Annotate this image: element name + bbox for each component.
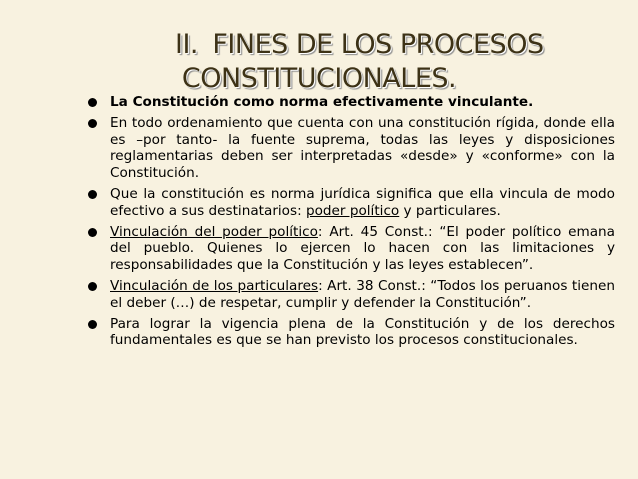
bullet-icon xyxy=(88,190,97,199)
list-item xyxy=(110,186,615,220)
list-item xyxy=(110,316,615,350)
list-item xyxy=(110,278,615,312)
underlined-term: Vinculación de los particulares xyxy=(110,277,319,294)
underlined-term: poder político xyxy=(305,202,400,219)
item-text: La Constitución como norma efectivamente vinculante. xyxy=(110,94,534,110)
item-text: : Art. 38 Const.: “Todos los peruanos tienen el deber (…) de respetar, cumplir y defender la Constitución”. xyxy=(110,277,615,311)
title-line-2: CONSTITUCIONALES. xyxy=(181,63,457,94)
bullet-icon xyxy=(88,119,97,128)
item-text: Para lograr la vigencia plena de la Constitución y de los derechos fundamentales es que se han previsto los procesos constitucionales. xyxy=(110,315,615,349)
title-line-1 xyxy=(0,28,638,62)
bullet-icon xyxy=(88,228,97,237)
list-item xyxy=(110,94,615,111)
title-text-1: FINES DE LOS PROCESOS xyxy=(212,29,544,60)
list-item xyxy=(110,115,615,182)
item-text: : Art. 45 Const.: “El poder político emana del pueblo. Quienes lo ejercen lo hacen con las limitaciones y responsabilidades que la Constitución y las leyes establecen”. xyxy=(110,223,615,274)
title-number: II. xyxy=(175,29,199,60)
bullet-icon xyxy=(88,320,97,329)
slide-title xyxy=(0,28,638,96)
bullet-icon xyxy=(88,98,97,107)
list-item xyxy=(110,224,615,274)
underlined-term: Vinculación del poder político xyxy=(110,223,318,240)
bullet-icon xyxy=(88,282,97,291)
item-text: Que la constitución es norma jurídica significa que ella vincula de modo efectivo a sus destinatarios: xyxy=(110,185,615,219)
item-text: y particulares. xyxy=(399,202,501,219)
item-text: En todo ordenamiento que cuenta con una constitución rígida, donde ella es –por tanto- la fuente suprema, todas las leyes y disposiciones reglamentarias deben ser interpretadas «desde» y «conforme» con la Constitución. xyxy=(110,114,615,182)
bullet-list xyxy=(110,94,615,353)
